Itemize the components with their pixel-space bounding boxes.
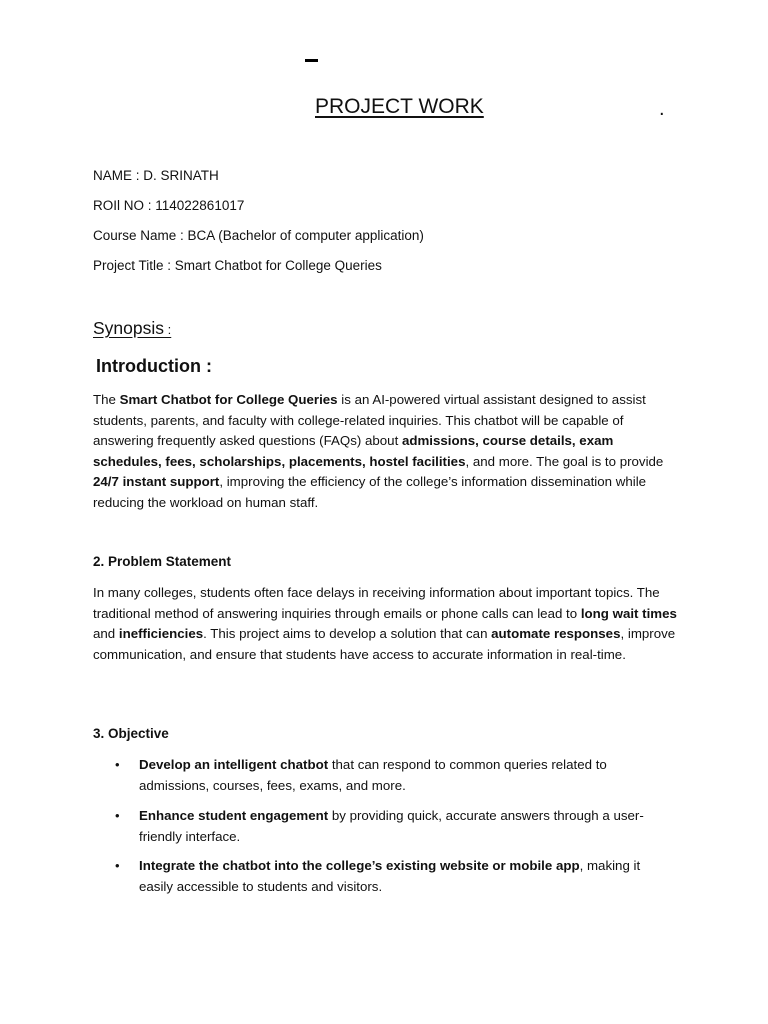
intro-text-4: , improving the efficiency of the college’s information dissemination while reducing the workload on human staff. (93, 474, 647, 510)
objective-heading: 3. Objective (93, 726, 169, 741)
problem-text-1: In many colleges, students often face delays in receiving information about important topics. The traditional method of answering inquiries through emails or phone calls can lead to (93, 585, 660, 621)
objective-text: , making it easily accessible to students and visitors. (139, 858, 641, 894)
problem-text-4: , improve communication, and ensure that students have access to accurate information in real-time. (93, 626, 676, 662)
intro-text-1: The (93, 392, 120, 407)
problem-paragraph (93, 583, 683, 665)
synopsis-heading (93, 318, 171, 339)
bullet-icon: • (115, 807, 120, 823)
roll-number: ROIl NO : 114022861017 (93, 198, 245, 213)
objective-bold: Integrate the chatbot into the college’s existing website or mobile app (139, 858, 580, 873)
objective-text: that can respond to common queries related to admissions, courses, fees, exams, and more. (139, 757, 607, 793)
bullet-icon: • (115, 757, 120, 772)
synopsis-colon: : (164, 322, 172, 337)
intro-bold-3: 24/7 instant support (93, 474, 220, 489)
project-title: Project Title : Smart Chatbot for College Queries (93, 258, 382, 273)
course-name: Course Name : BCA (Bachelor of computer application) (93, 228, 424, 243)
introduction-paragraph (93, 390, 683, 513)
problem-text-3: . This project aims to develop a solution that can (203, 626, 492, 641)
problem-bold-3: automate responses (491, 626, 621, 641)
intro-text-3: , and more. The goal is to provide (465, 453, 664, 469)
introduction-heading: Introduction : (96, 356, 212, 376)
page-title: PROJECT WORK (315, 95, 484, 118)
problem-text-2: and (93, 626, 119, 641)
list-item (115, 855, 674, 897)
objective-text: by providing quick, accurate answers through a user-friendly interface. (139, 807, 644, 844)
synopsis-label: Synopsis (93, 318, 165, 338)
objective-list (115, 754, 674, 906)
list-item (115, 754, 674, 796)
problem-bold-2: inefficiencies (118, 626, 204, 641)
bullet-icon: • (115, 858, 120, 873)
intro-bold-1: Smart Chatbot for College Queries (119, 392, 338, 407)
header-dot: . (659, 98, 665, 120)
objective-bold: Develop an intelligent chatbot (139, 757, 329, 772)
problem-heading: 2. Problem Statement (93, 554, 232, 569)
intro-bold-2: admissions, course details, exam schedules, fees, scholarships, placements, hostel facilities (93, 433, 614, 469)
list-item (115, 805, 674, 847)
problem-bold-1: long wait times (580, 605, 677, 621)
header-dash (305, 59, 318, 62)
student-name: NAME : D. SRINATH (93, 168, 219, 183)
objective-bold: Enhance student engagement (139, 807, 329, 823)
intro-text-2: is an AI-powered virtual assistant designed to assist students, parents, and faculty with college-related inquiries. This chatbot will be capable of answering frequently asked questions (FAQs) about (93, 392, 646, 448)
